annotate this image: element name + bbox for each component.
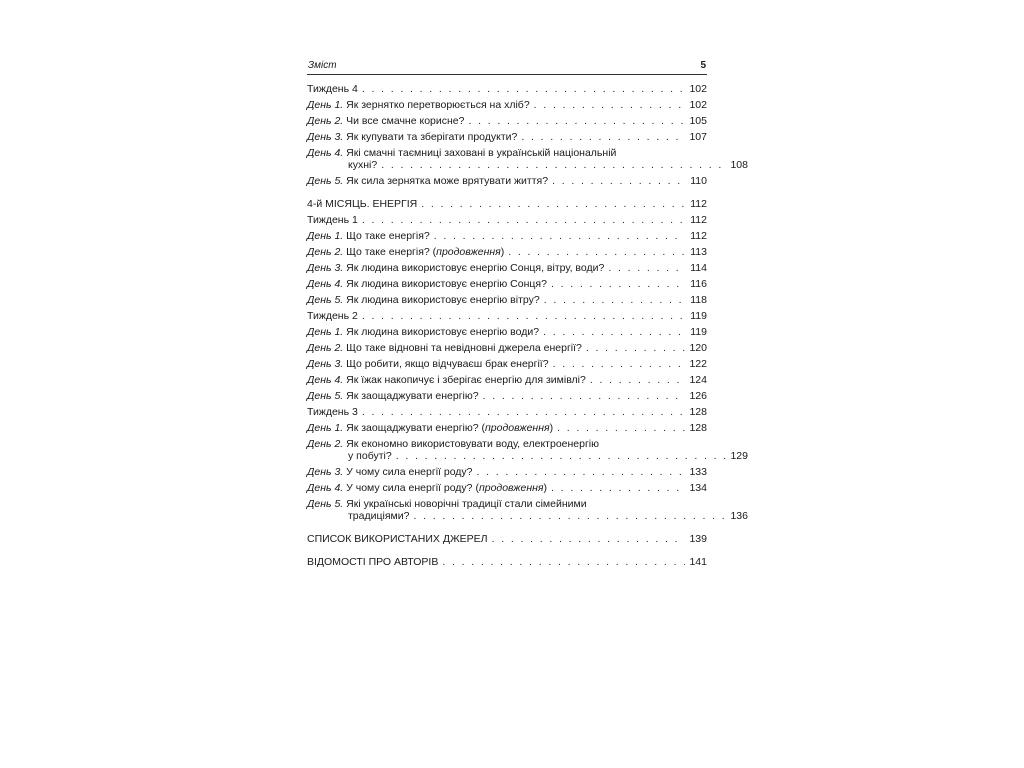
toc-entry	[307, 262, 707, 274]
dot-leader	[362, 214, 685, 226]
toc-entry-text: Чи все смачне корисне?	[346, 115, 465, 127]
toc-page-number: 139	[689, 533, 707, 545]
toc-entry	[307, 326, 707, 338]
toc-entry	[307, 438, 748, 462]
toc-entry-text: Як заощаджувати енергію?	[346, 390, 479, 402]
toc-entry-title	[348, 159, 377, 171]
toc-page-number: 105	[689, 115, 707, 127]
toc-entry-text: Що таке відновні та невідновні джерела енергії?	[346, 342, 582, 354]
toc-entry-title	[307, 342, 582, 354]
toc-entry-text: у побуті?	[348, 450, 392, 462]
dot-leader	[508, 246, 685, 258]
toc-entry-text: Які смачні таємниці заховані в українській національній	[346, 147, 617, 159]
toc-entry	[307, 278, 707, 290]
toc-entry-title	[307, 278, 547, 290]
toc-day-label: День 1.	[307, 326, 344, 338]
toc-entry	[307, 83, 707, 95]
table-of-contents	[307, 83, 748, 572]
toc-page-number: 112	[690, 214, 707, 226]
toc-entry-text: Як людина використовує енергію Сонця?	[346, 278, 547, 290]
toc-entry-title	[307, 326, 539, 338]
toc-day-label: День 5.	[307, 390, 344, 402]
dot-leader	[362, 83, 685, 95]
toc-entry-text: СПИСОК ВИКОРИСТАНИХ ДЖЕРЕЛ	[307, 533, 488, 545]
toc-page-number: 114	[690, 262, 707, 274]
toc-entry-paren: продовження	[478, 482, 544, 494]
toc-entry-title: День 4. У чому сила енергії роду? (продовження)	[307, 482, 548, 494]
dot-leader	[552, 175, 685, 187]
toc-page-number: 119	[690, 326, 707, 338]
running-header	[307, 58, 707, 75]
toc-entry-title	[307, 147, 616, 159]
toc-entry-title	[307, 310, 358, 322]
toc-page-number: 126	[689, 390, 707, 402]
toc-entry	[307, 131, 707, 143]
dot-leader	[442, 556, 685, 568]
toc-day-label: День 5.	[307, 175, 344, 187]
toc-page-number: 134	[689, 482, 707, 494]
toc-day-label: День 2.	[307, 115, 344, 127]
toc-entry-text: Як людина використовує енергію вітру?	[346, 294, 540, 306]
toc-entry-title	[307, 533, 488, 545]
toc-day-label: День 2.	[307, 342, 344, 354]
dot-leader	[492, 533, 685, 545]
toc-day-label: День 1.	[307, 99, 344, 111]
dot-leader	[396, 450, 726, 462]
toc-entry-text: Що таке енергія?	[346, 246, 430, 258]
toc-entry-text: Як купувати та зберігати продукти?	[346, 131, 518, 143]
toc-page-number: 118	[690, 294, 707, 306]
toc-entry	[307, 556, 707, 568]
toc-entry-title	[307, 294, 540, 306]
toc-entry	[307, 422, 707, 434]
dot-leader	[362, 310, 685, 322]
toc-day-label: День 2.	[307, 246, 344, 258]
toc-entry-text: Як їжак накопичує і зберігає енергію для зимівлі?	[346, 374, 586, 386]
dot-leader	[557, 422, 685, 434]
toc-entry-text: У чому сила енергії роду?	[346, 482, 473, 494]
dot-leader	[521, 131, 685, 143]
toc-page-number: 129	[730, 450, 748, 462]
toc-page-number: 128	[689, 422, 707, 434]
dot-leader	[544, 294, 685, 306]
toc-page-number: 102	[689, 83, 707, 95]
toc-entry-text: Які українські новорічні традиції стали сімейними	[346, 498, 587, 510]
toc-day-label: День 4.	[307, 278, 344, 290]
toc-entry	[307, 99, 707, 111]
toc-page-number: 113	[690, 246, 707, 258]
toc-entry-text: Що робити, якщо відчуваєш брак енергії?	[346, 358, 549, 370]
dot-leader	[362, 406, 685, 418]
toc-entry-title	[307, 115, 464, 127]
toc-page-number: 116	[690, 278, 707, 290]
toc-entry-text: Тиждень 1	[307, 214, 358, 226]
dot-leader	[534, 99, 685, 111]
toc-entry-text: У чому сила енергії роду?	[346, 466, 473, 478]
toc-entry-title	[307, 390, 479, 402]
toc-entry-text: традиціями?	[348, 510, 410, 522]
toc-entry-title	[307, 175, 548, 187]
dot-leader	[468, 115, 685, 127]
toc-entry-title	[348, 510, 409, 522]
toc-entry-text: 4-й МІСЯЦЬ. ЕНЕРГІЯ	[307, 198, 418, 210]
toc-entry	[307, 374, 707, 386]
toc-entry-text: Тиждень 4	[307, 83, 358, 95]
dot-leader	[608, 262, 685, 274]
toc-page-number: 119	[690, 310, 707, 322]
dot-leader	[543, 326, 685, 338]
toc-entry-text: кухні?	[348, 159, 378, 171]
toc-entry-text: ВІДОМОСТІ ПРО АВТОРІВ	[307, 556, 439, 568]
toc-entry	[307, 294, 707, 306]
toc-entry	[307, 406, 707, 418]
toc-day-label: День 1.	[307, 422, 344, 434]
toc-entry	[307, 147, 748, 171]
toc-entry-title	[307, 214, 358, 226]
toc-page-number: 128	[689, 406, 707, 418]
toc-day-label: День 5.	[307, 294, 344, 306]
toc-entry-text: Як економно використовувати воду, електроенергію	[346, 438, 600, 450]
toc-entry	[307, 230, 707, 242]
toc-entry-text: Що таке енергія?	[346, 230, 430, 242]
dot-leader	[421, 198, 685, 210]
toc-page-number: 107	[689, 131, 707, 143]
toc-page-number: 112	[690, 230, 707, 242]
header-title: Зміст	[308, 60, 337, 71]
toc-day-label: День 4.	[307, 147, 344, 159]
toc-entry-text: Як людина використовує енергію води?	[346, 326, 540, 338]
toc-entry	[307, 390, 707, 402]
toc-entry-text: Як сила зернятка може врятувати життя?	[346, 175, 549, 187]
toc-page-number: 133	[689, 466, 707, 478]
toc-entry-title	[307, 262, 604, 274]
toc-page-number: 108	[730, 159, 748, 171]
toc-day-label: День 5.	[307, 498, 344, 510]
toc-entry-text: Тиждень 2	[307, 310, 358, 322]
toc-entry	[307, 246, 707, 258]
toc-entry-text: Тиждень 3	[307, 406, 358, 418]
dot-leader	[477, 466, 685, 478]
dot-leader	[586, 342, 685, 354]
toc-day-label: День 2.	[307, 438, 344, 450]
toc-page-number: 120	[689, 342, 707, 354]
dot-leader	[381, 159, 726, 171]
header-page-number: 5	[700, 60, 706, 71]
toc-entry-title	[307, 498, 587, 510]
toc-entry-paren: продовження	[436, 246, 501, 258]
toc-entry-title	[307, 438, 599, 450]
toc-entry-title	[348, 450, 392, 462]
dot-leader	[551, 482, 685, 494]
toc-entry-title	[307, 374, 586, 386]
dot-leader	[434, 230, 685, 242]
toc-entry-title	[307, 131, 517, 143]
toc-entry	[307, 533, 707, 545]
toc-page-number: 112	[690, 198, 707, 210]
dot-leader	[590, 374, 685, 386]
toc-entry-title	[307, 358, 549, 370]
toc-entry	[307, 214, 707, 226]
toc-entry-title: День 2. Що таке енергія? (продовження)	[307, 246, 505, 258]
toc-day-label: День 3.	[307, 262, 344, 274]
toc-day-label: День 3.	[307, 131, 344, 143]
toc-entry-text: Як зернятко перетворюється на хліб?	[346, 99, 530, 111]
toc-entry	[307, 115, 707, 127]
toc-entry	[307, 198, 707, 210]
toc-day-label: День 1.	[307, 230, 344, 242]
toc-entry	[307, 310, 707, 322]
toc-page-number: 141	[689, 556, 707, 568]
toc-entry	[307, 498, 748, 522]
toc-day-label: День 4.	[307, 374, 344, 386]
dot-leader	[483, 390, 685, 402]
dot-leader	[413, 510, 726, 522]
toc-entry	[307, 175, 707, 187]
toc-page-number: 122	[689, 358, 707, 370]
toc-entry	[307, 358, 707, 370]
toc-entry-text: Як людина використовує енергію Сонця, вітру, води?	[346, 262, 605, 274]
toc-entry-title	[307, 83, 358, 95]
toc-entry-title	[307, 99, 530, 111]
toc-entry-title	[307, 556, 438, 568]
toc-entry-paren: продовження	[485, 422, 550, 434]
toc-entry-title	[307, 406, 358, 418]
toc-page-number: 102	[689, 99, 707, 111]
toc-entry	[307, 342, 707, 354]
toc-entry-title	[307, 198, 417, 210]
dot-leader	[551, 278, 685, 290]
dot-leader	[553, 358, 685, 370]
toc-day-label: День 3.	[307, 466, 344, 478]
toc-entry-text: Як заощаджувати енергію?	[346, 422, 479, 434]
toc-entry	[307, 466, 707, 478]
toc-day-label: День 3.	[307, 358, 344, 370]
toc-entry-title	[307, 466, 473, 478]
toc-entry-title	[307, 230, 430, 242]
toc-page-number: 110	[690, 175, 707, 187]
toc-day-label: День 4.	[307, 482, 344, 494]
toc-page-number: 136	[730, 510, 748, 522]
toc-entry	[307, 482, 707, 494]
toc-page-number: 124	[689, 374, 707, 386]
toc-entry-title: День 1. Як заощаджувати енергію? (продовження)	[307, 422, 554, 434]
